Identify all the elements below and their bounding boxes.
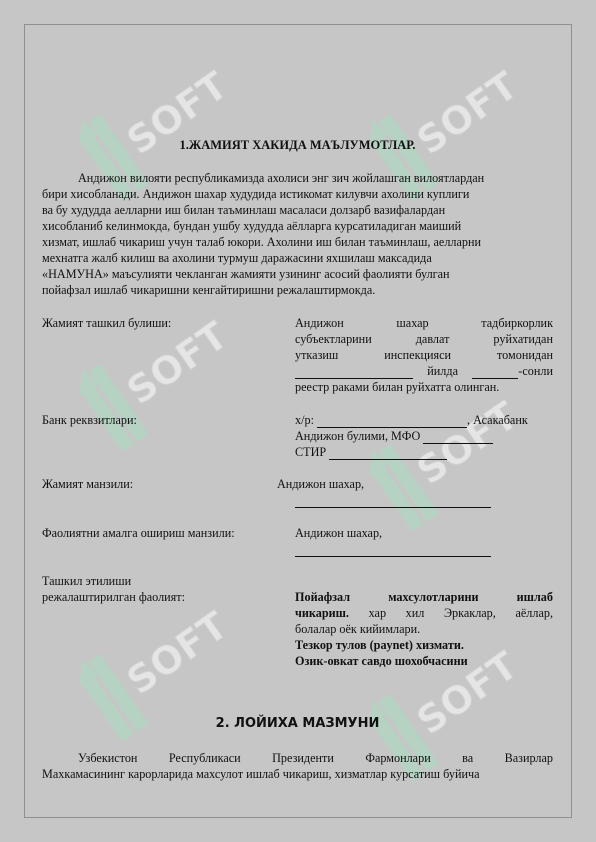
blank-account <box>317 415 467 428</box>
blank-tin <box>329 447 447 460</box>
activity-line: болалар оёк кийимлари. <box>295 622 421 636</box>
year-word: йилда <box>427 364 459 378</box>
watermark-logo-icon <box>75 310 235 450</box>
activity-line: Тезкор тулов (paynet) хизмати. <box>295 638 464 652</box>
section2-line: Узбекистон Республикаси Президенти Фармонлари ва Вазирлар <box>78 751 553 765</box>
address-city: Андижон шахар, <box>277 477 365 491</box>
section2-number: 2. <box>215 716 230 731</box>
operation-address-label: Фаолиятни амалга ошириш манзили: <box>42 526 235 540</box>
label-line: Ташкил этилиши <box>42 574 132 588</box>
intro-line: Андижон вилояти республикамизда ахолиси энг зич жойлашган вилоятлардан <box>78 171 485 185</box>
intro-line: бири хисобланади. Андижон шахар худудида истикомат килувчи ахолини куплиги <box>42 187 470 201</box>
section2-title <box>42 716 553 731</box>
intro-line: пойафзал ишлаб чикаришни кенгайтиришни режалаштирмокда. <box>42 283 376 297</box>
intro-line: хизмат, ишлаб чикариш учун талаб юкори. Ахолини иш билан таъминлаш, аелларни <box>42 235 482 249</box>
intro-line: хисобланиб келинмокда, бундан ушбу худудда аёлларга курсатиладиган маиший <box>42 219 462 233</box>
registration-line: реестр раками билан руйхатга олинган. <box>295 380 500 394</box>
registration-line: утказиш инспекцияси томонидан <box>295 348 553 362</box>
registration-date-line <box>295 363 553 379</box>
registration-value <box>295 315 553 395</box>
registration-label: Жамият ташкил булиши: <box>42 316 172 330</box>
tin-label: СТИР <box>295 445 327 459</box>
operation-address-value <box>295 525 553 557</box>
bank-label: Банк реквзитлари: <box>42 413 137 427</box>
account-prefix: х/р: <box>295 413 314 427</box>
blank-date <box>295 366 413 379</box>
section1-title: 1.ЖАМИЯТ ХАКИДА МАЪЛУМОТЛАР. <box>179 138 416 152</box>
section2-heading: ЛОЙИХА МАЗМУНИ <box>229 716 380 731</box>
intro-paragraph <box>42 170 553 298</box>
intro-line: ва бу худудда аелларни иш билан таъминлаш масаласи долзарб вазифалардан <box>42 203 446 217</box>
registration-line: Андижон шахар тадбиркорлик <box>295 316 553 330</box>
section2-paragraph <box>42 750 553 782</box>
label-line: режалаштирилган фаолият: <box>42 590 186 604</box>
activity-bold: чикариш. <box>295 606 349 620</box>
blank-operation-address <box>295 544 491 557</box>
blank-address <box>295 495 491 508</box>
planned-activity-value <box>295 589 553 669</box>
intro-line: «НАМУНА» маъсулияти чекланган жамияти узининг асосий фаолияти булган <box>42 267 450 281</box>
number-suffix: -сонли <box>518 364 553 378</box>
blank-number <box>472 366 518 379</box>
watermark-logo-icon <box>365 390 525 530</box>
activity-line: Озик-овкат савдо шохобчасини <box>295 654 468 668</box>
activity-line: Пойафзал махсулотларини ишлаб <box>295 590 553 604</box>
bank-name: , Асакабанк <box>467 413 528 427</box>
registration-line: субъектларини давлат руйхатидан <box>295 332 553 346</box>
planned-activity-label <box>42 573 185 605</box>
intro-line: мехнатга жалб килиш ва ахолини турмуш даражасини яхшилаш максадида <box>42 251 432 265</box>
section2-line: Махкамасининг карорларида махсулот ишлаб чикариш, хизматлар курсатиш буйича <box>42 767 480 781</box>
address-value <box>277 476 553 508</box>
address-label: Жамият манзили: <box>42 477 134 491</box>
bank-value <box>295 412 553 460</box>
bank-branch: Андижон булими, МФО <box>295 429 421 443</box>
activity-rest: хар хил Эркаклар, аёллар, <box>348 606 553 620</box>
operation-city: Андижон шахар, <box>295 526 383 540</box>
blank-mfo <box>423 431 493 444</box>
